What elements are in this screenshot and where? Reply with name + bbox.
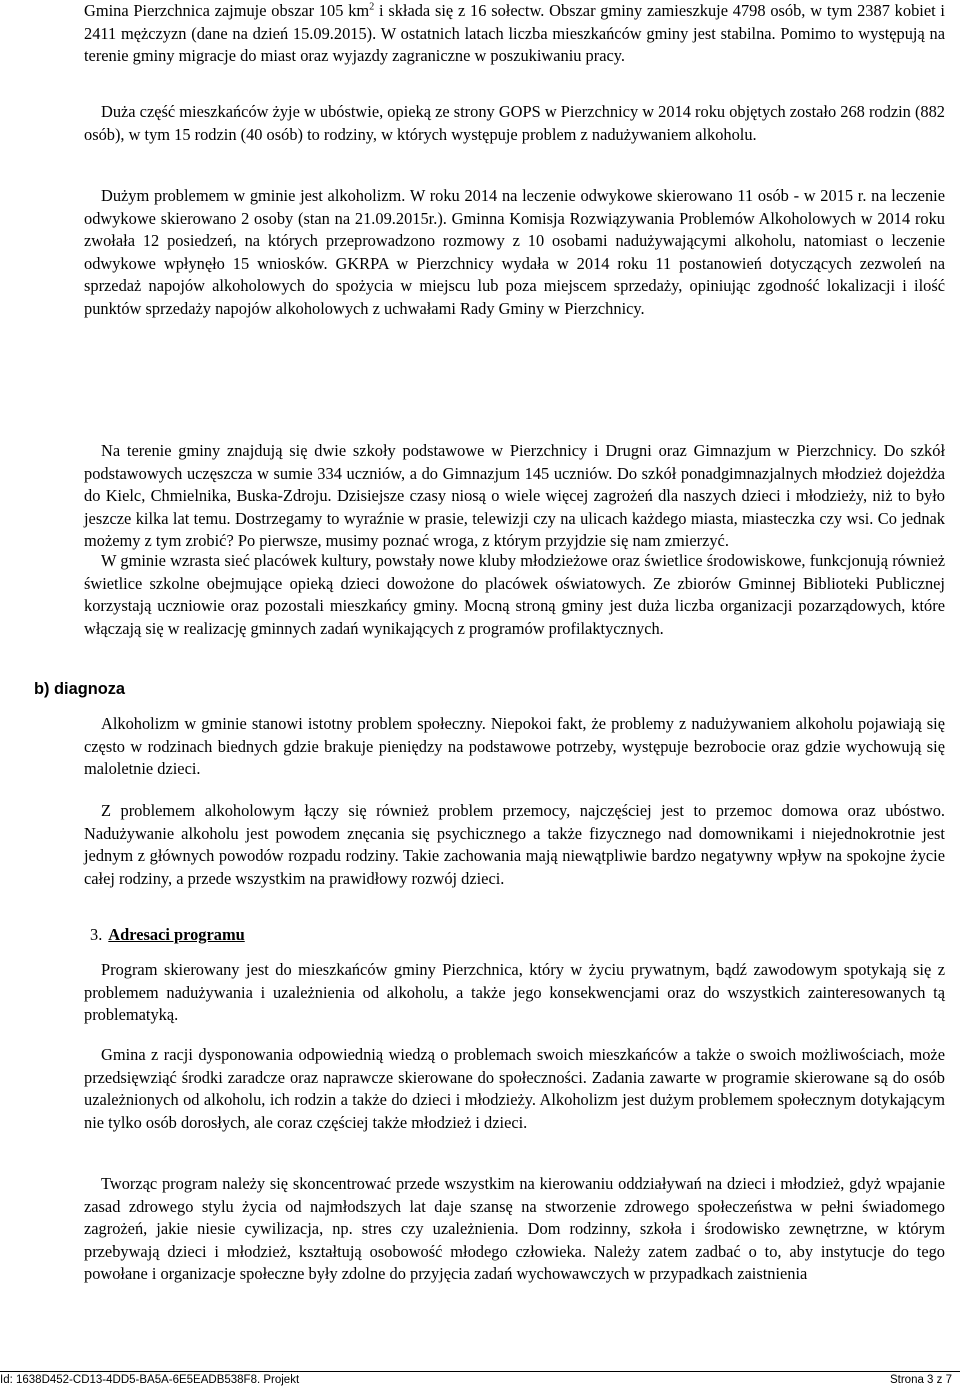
footer-divider xyxy=(0,1371,960,1372)
section-title: Adresaci programu xyxy=(108,925,245,944)
intro-paragraph xyxy=(84,0,945,68)
diagnosis-text-1: Alkoholizm w gminie stanowi istotny problem społeczny. Niepokoi fakt, że problemy z nadużywaniem alkoholu pojawiają się często w rodzinach biednych gdzie brakuje pieniędzy na podstawowe potrzeby, występuje bezrobocie oraz gdzie wychowują się maloletnie dzieci. xyxy=(84,714,945,778)
intro-text-b: i składa się z 16 sołectw. Obszar gminy zamieszkuje 4798 osób, w tym 2387 kobiet i 2411 mężczyzn (dane na dzień 15.09.2015). W ostatnich latach liczba mieszkańców gminy jest stabilna. Pomimo to występują na terenie gminy migracje do miast oraz wyjazdy zagraniczne w poszukiwaniu pracy. xyxy=(84,1,945,65)
addressees-paragraph-1 xyxy=(84,959,945,1027)
alcohol-text: Dużym problemem w gminie jest alkoholizm. W roku 2014 na leczenie odwykowe skierowano 11 osób - w 2015 r. na leczenie odwykowe skierowano 2 osoby (stan na 21.09.2015r.). Gminna Komisja Rozwiązywania Problemów Alkoholowych w 2014 roku zwołała 12 posiedzeń, na których przeprowadzono rozmowy z 10 osobami nadużywającymi alkoholu, natomiast o leczenie odwykowe wpłynęło 15 wniosków. GKRPA w Pierzchnicy wydała w 2014 roku 11 postanowień dotyczących zezwoleń na sprzedaż napojów alkoholowych do spożycia w miejscu lub poza miejscem sprzedaży, opiniując zgodność lokalizacji i ilość punktów sprzedaży napojów alkoholowych z uchwałami Rady Gminy w Pierzchnicy. xyxy=(84,186,945,318)
addressees-text-2: Gmina z racji dysponowania odpowiednią wiedzą o problemach swoich mieszkańców a także o swoich możliwościach, może przedsięwziąć środki zaradcze oraz naprawcze skierowane do społeczności. Zadania zawarte w programie skierowane są do osób uzależnionych od alkoholu, ich rodzin a także do dzieci i młodzieży. Alkoholizm jest dużym problemem społecznym dotykającym nie tylko osób dorosłych, ale coraz częściej także młodzież i dzieci. xyxy=(84,1045,945,1132)
section-heading xyxy=(90,925,245,945)
section-number: 3. xyxy=(90,925,103,944)
footer-document-id: Id: 1638D452-CD13-4DD5-BA5A-6E5EADB538F8. Projekt xyxy=(0,1374,300,1386)
intro-text-a: Gmina Pierzchnica zajmuje obszar 105 km xyxy=(84,1,370,20)
addressees-text-3: Tworząc program należy się skoncentrować przede wszystkim na kierowaniu oddziaływań na dzieci i młodzież, gdyż wpajanie zasad zdrowego stylu życia od najmłodszych lat daje szansę na stworzenie zdrowego społeczeństwa w pełni świadomego zagrożeń, jakie niesie cywilizacja, np. stres czy uzależnienia. Dom rodzinny, szkoła i środowisko zewnętrzne, w którym przebywają dzieci i młodzież, kształtują osobowość młodego człowieka. Należy zatem zadbać o to, aby instytucje do tego powołane i organizacje społeczne były zdolne do przyjęcia zadań wychowawczych w przypadkach zaistnienia xyxy=(84,1174,945,1283)
footer-page-number: Strona 3 z 7 xyxy=(889,1374,952,1386)
diagnosis-text-2: Z problemem alkoholowym łączy się również problem przemocy, najczęściej jest to przemoc domowa oraz ubóstwo. Nadużywanie alkoholu jest powodem znęcania się psychicznego a także fizycznego nad domownikami i niejednokrotnie jest jednym z głównych powodów rozpadu rodziny. Takie zachowania mają niewątpliwie bardzo negatywny wpływ na spokojne życie całej rodziny, a przede wszystkim na prawidłowy rozwój dzieci. xyxy=(84,801,945,888)
addressees-paragraph-2 xyxy=(84,1044,945,1134)
poverty-text: Duża część mieszkańców żyje w ubóstwie, opieką ze strony GOPS w Pierzchnicy w 2014 roku objętych zostało 268 rodzin (882 osób), w tym 15 rodzin (40 osób) to rodziny, w których występuje problem z nadużywaniem alkoholu. xyxy=(84,102,945,144)
diagnosis-paragraph-2 xyxy=(84,800,945,890)
alcohol-paragraph xyxy=(84,185,945,320)
culture-text: W gminie wzrasta sieć placówek kultury, powstały nowe kluby młodzieżowe oraz świetlice środowiskowe, funkcjonują również świetlice szkolne obejmujące opieką dzieci dowożone do placówek oświatowych. Ze zbiorów Gminnej Biblioteki Publicznej korzystają uczniowie oraz pozostali mieszkańcy gminy. Mocną stroną gminy jest duża liczba organizacji pozarządowych, które włączają się w realizację gminnych zadań wynikających z programów profilaktycznych. xyxy=(84,551,945,638)
schools-paragraph xyxy=(84,440,945,553)
addressees-text-1: Program skierowany jest do mieszkańców gminy Pierzchnica, który w życiu prywatnym, bądź zawodowym spotykają się z problemem nadużywania i uzależnienia od alkoholu, a także jego konsekwencjami oraz do wszystkich zainteresowanych tą problematyką. xyxy=(84,960,945,1024)
diagnosis-heading: b) diagnoza xyxy=(34,680,126,698)
diagnosis-paragraph-1 xyxy=(84,713,945,781)
poverty-paragraph xyxy=(84,101,945,146)
culture-paragraph xyxy=(84,550,945,640)
addressees-paragraph-3 xyxy=(84,1173,945,1286)
superscript: 2 xyxy=(369,1,375,13)
schools-text: Na terenie gminy znajdują się dwie szkoły podstawowe w Pierzchnicy i Drugni oraz Gimnazjum w Pierzchnicy. Do szkół podstawowych uczęszcza w sumie 334 uczniów, a do Gimnazjum 145 uczniów. Do szkół ponadgimnazjalnych młodzież dojeżdża do Kielc, Chmielnika, Buska-Zdroju. Dzisiejsze czasy niosą o wiele więcej zagrożeń dla naszych dzieci i młodzieży, niż to było jeszcze kilka lat temu. Dostrzegamy to wyraźnie w prasie, telewizji czy na ulicach każdego miasta, miasteczka czy wsi. Co jednak możemy z tym zrobić? Po pierwsze, musimy poznać wroga, z którym przyjdzie się nam zmierzyć. xyxy=(84,441,945,550)
